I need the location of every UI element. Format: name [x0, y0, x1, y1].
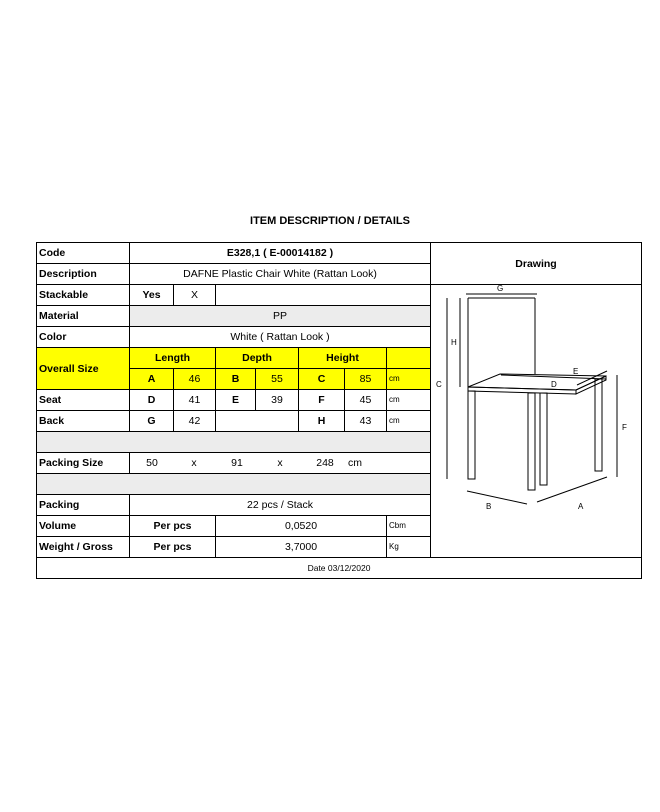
stackable-x: X [174, 285, 216, 306]
dim-label-a: A [578, 502, 584, 511]
spacer-row-1 [37, 432, 431, 453]
dim-b [467, 491, 527, 504]
seat-f-key: F [299, 390, 345, 411]
packing-size-values [130, 453, 431, 474]
document-title: ITEM DESCRIPTION / DETAILS [250, 215, 410, 227]
packing-size-height: 248 [316, 457, 334, 469]
back-g-value: 42 [174, 411, 216, 432]
seat-d-key: D [130, 390, 174, 411]
seat-label: Seat [37, 390, 130, 411]
dim-label-c: C [436, 380, 442, 389]
dim-label-g: G [497, 285, 504, 293]
chair-drawing [431, 285, 642, 517]
material-value: PP [130, 306, 431, 327]
packing-label: Packing [37, 495, 130, 516]
overall-c-value: 85 [345, 369, 387, 390]
chair-leg-back-right [540, 393, 547, 485]
seat-f-value: 45 [345, 390, 387, 411]
overall-c-key: C [299, 369, 345, 390]
weight-per: Per pcs [130, 537, 216, 558]
material-label: Material [37, 306, 130, 327]
stackable-empty [216, 285, 431, 306]
volume-label: Volume [37, 516, 130, 537]
stackable-yes: Yes [130, 285, 174, 306]
chair-leg-back [595, 379, 602, 471]
overall-size-label: Overall Size [37, 348, 130, 390]
date: Date 03/12/2020 [37, 558, 642, 579]
overall-b-value: 55 [256, 369, 299, 390]
spec-table [36, 242, 642, 579]
seat-d-value: 41 [174, 390, 216, 411]
overall-unit: cm [387, 369, 431, 390]
packing-value: 22 pcs / Stack [130, 495, 431, 516]
packing-size-unit: cm [348, 457, 362, 469]
length-header: Length [130, 348, 216, 369]
description-label: Description [37, 264, 130, 285]
packing-size-width: 91 [231, 457, 243, 469]
back-g-key: G [130, 411, 174, 432]
weight-label: Weight / Gross [37, 537, 130, 558]
weight-value: 3,7000 [216, 537, 387, 558]
back-label: Back [37, 411, 130, 432]
back-h-value: 43 [345, 411, 387, 432]
dim-label-b: B [486, 502, 492, 511]
drawing-label: Drawing [431, 243, 642, 285]
chair-drawing-cell [431, 285, 642, 558]
volume-unit: Cbm [387, 516, 431, 537]
code-value: E328,1 ( E-00014182 ) [130, 243, 431, 264]
seat-e-value: 39 [256, 390, 299, 411]
depth-header: Depth [216, 348, 299, 369]
overall-b-key: B [216, 369, 256, 390]
height-header: Height [299, 348, 387, 369]
packing-size-length: 50 [146, 457, 158, 469]
seat-e-key: E [216, 390, 256, 411]
dim-label-f: F [622, 423, 627, 432]
seat-unit: cm [387, 390, 431, 411]
packing-size-x1: x [191, 457, 197, 469]
weight-unit: Kg [387, 537, 431, 558]
dim-label-e: E [573, 367, 579, 376]
description-value: DAFNE Plastic Chair White (Rattan Look) [130, 264, 431, 285]
dim-label-h: H [451, 338, 457, 347]
spacer-row-2 [37, 474, 431, 495]
back-empty [216, 411, 299, 432]
packing-size-x2: x [277, 457, 283, 469]
back-h-key: H [299, 411, 345, 432]
chair-seat-edge [468, 387, 576, 394]
dim-label-d: D [551, 380, 557, 389]
volume-per: Per pcs [130, 516, 216, 537]
stackable-label: Stackable [37, 285, 130, 306]
color-value: White ( Rattan Look ) [130, 327, 431, 348]
overall-a-value: 46 [174, 369, 216, 390]
volume-value: 0,0520 [216, 516, 387, 537]
chair-leg-front-right [528, 393, 535, 490]
color-label: Color [37, 327, 130, 348]
packing-size-label: Packing Size [37, 453, 130, 474]
chair-leg-front-left [468, 391, 475, 479]
code-label: Code [37, 243, 130, 264]
back-unit: cm [387, 411, 431, 432]
overall-a-key: A [130, 369, 174, 390]
overall-size-header-empty [387, 348, 431, 369]
